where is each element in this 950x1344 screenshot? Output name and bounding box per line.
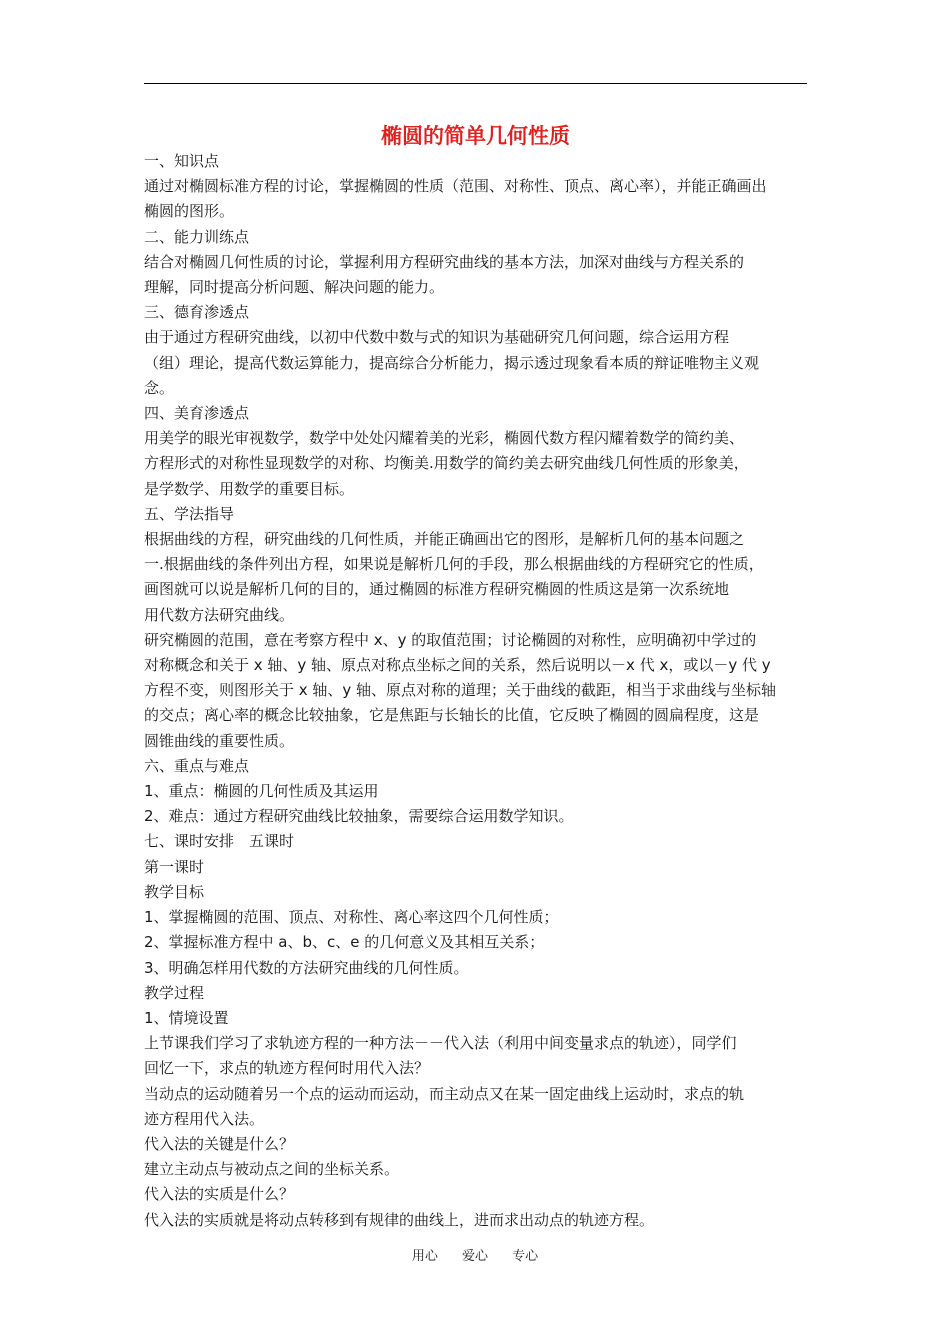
text-line: 结合对椭圆几何性质的讨论，掌握利用方程研究曲线的基本方法，加深对曲线与方程关系的 (144, 252, 745, 271)
text-line: 回忆一下，求点的轨迹方程何时用代入法？ (144, 1059, 430, 1078)
text-line: 六、重点与难点 (144, 756, 250, 775)
text-line: 代入法的实质是什么？ (144, 1185, 295, 1204)
text-line: 方程不变，则图形关于 x 轴、y 轴、原点对称的道理；关于曲线的截距，相当于求曲线与坐标轴 (144, 681, 777, 700)
text-line: 理解，同时提高分析问题、解决问题的能力。 (144, 278, 445, 297)
text-line: 通过对椭圆标准方程的讨论，掌握椭圆的性质（范围、对称性、顶点、离心率），并能正确画出 (144, 177, 767, 196)
text-line: 建立主动点与被动点之间的坐标关系。 (144, 1160, 400, 1179)
text-line: 1、情境设置 (144, 1008, 229, 1027)
text-line: 由于通过方程研究曲线，以初中代数中数与式的知识为基础研究几何问题，综合运用方程 (144, 328, 730, 347)
text-line: 一、知识点 (144, 152, 220, 170)
footer-text: 爱心 (461, 1249, 488, 1264)
text-line: 教学过程 (144, 983, 205, 1002)
document-title: 椭圆的简单几何性质 (381, 124, 570, 148)
text-line: 2、掌握标准方程中 a、b、c、e 的几何意义及其相互关系； (144, 933, 545, 952)
text-line: 画图就可以说是解析几何的目的，通过椭圆的标准方程研究椭圆的性质这是第一次系统地 (144, 580, 730, 599)
text-line: 代入法的关键是什么？ (144, 1134, 295, 1153)
text-line: 四、美育渗透点 (144, 404, 250, 423)
text-line: 方程形式的对称性显现数学的对称、均衡美.用数学的简约美去研究曲线几何性质的形象美， (144, 454, 749, 473)
page-footer (0, 1247, 950, 1267)
text-line: 的交点；离心率的概念比较抽象，它是焦距与长轴长的比值，它反映了椭圆的圆扁程度，这是 (144, 706, 760, 725)
document-body (144, 149, 807, 1233)
text-line: （组）理论，提高代数运算能力，提高综合分析能力，揭示透过现象看本质的辩证唯物主义观 (144, 353, 760, 372)
footer-text: 用心 (411, 1249, 438, 1264)
text-line: 二、能力训练点 (144, 227, 250, 246)
text-line: 是学数学、用数学的重要目标。 (144, 479, 355, 498)
text-line: 五、学法指导 (144, 504, 235, 523)
text-line: 1、掌握椭圆的范围、顶点、对称性、离心率这四个几何性质； (144, 908, 559, 927)
text-line: 一.根据曲线的条件列出方程，如果说是解析几何的手段，那么根据曲线的方程研究它的性质， (144, 555, 764, 574)
footer-text: 专心 (512, 1249, 539, 1264)
text-line: 椭圆的图形。 (144, 202, 235, 221)
text-line: 3、明确怎样用代数的方法研究曲线的几何性质。 (144, 958, 469, 977)
text-line: 当动点的运动随着另一个点的运动而运动，而主动点又在某一固定曲线上运动时，求点的轨 (144, 1084, 745, 1103)
text-line: 念。 (144, 378, 175, 397)
text-line: 迹方程用代入法。 (144, 1109, 265, 1128)
text-line: 1、重点：椭圆的几何性质及其运用 (144, 782, 379, 801)
text-line: 上节课我们学习了求轨迹方程的一种方法－－代入法（利用中间变量求点的轨迹），同学们 (144, 1034, 737, 1053)
text-line: 2、难点：通过方程研究曲线比较抽象，需要综合运用数学知识。 (144, 807, 574, 826)
text-line: 用美学的眼光审视数学，数学中处处闪耀着美的光彩，椭圆代数方程闪耀着数学的简约美、 (144, 429, 745, 448)
text-line: 圆锥曲线的重要性质。 (144, 731, 295, 750)
header-rule (144, 83, 807, 84)
text-line: 根据曲线的方程，研究曲线的几何性质，并能正确画出它的图形，是解析几何的基本问题之 (144, 530, 745, 549)
text-line: 对称概念和关于 x 轴、y 轴、原点对称点坐标之间的关系，然后说明以－x 代 x，或以－y 代 y (144, 656, 771, 675)
text-line: 教学目标 (144, 882, 205, 901)
text-line: 三、德育渗透点 (144, 303, 250, 322)
text-line: 代入法的实质就是将动点转移到有规律的曲线上，进而求出动点的轨迹方程。 (144, 1210, 655, 1229)
text-line: 用代数方法研究曲线。 (144, 605, 295, 624)
text-line: 第一课时 (144, 857, 205, 876)
text-line: 七、课时安排 五课时 (144, 832, 295, 851)
text-line: 研究椭圆的范围，意在考察方程中 x、y 的取值范围；讨论椭圆的对称性，应明确初中学过的 (144, 630, 757, 649)
